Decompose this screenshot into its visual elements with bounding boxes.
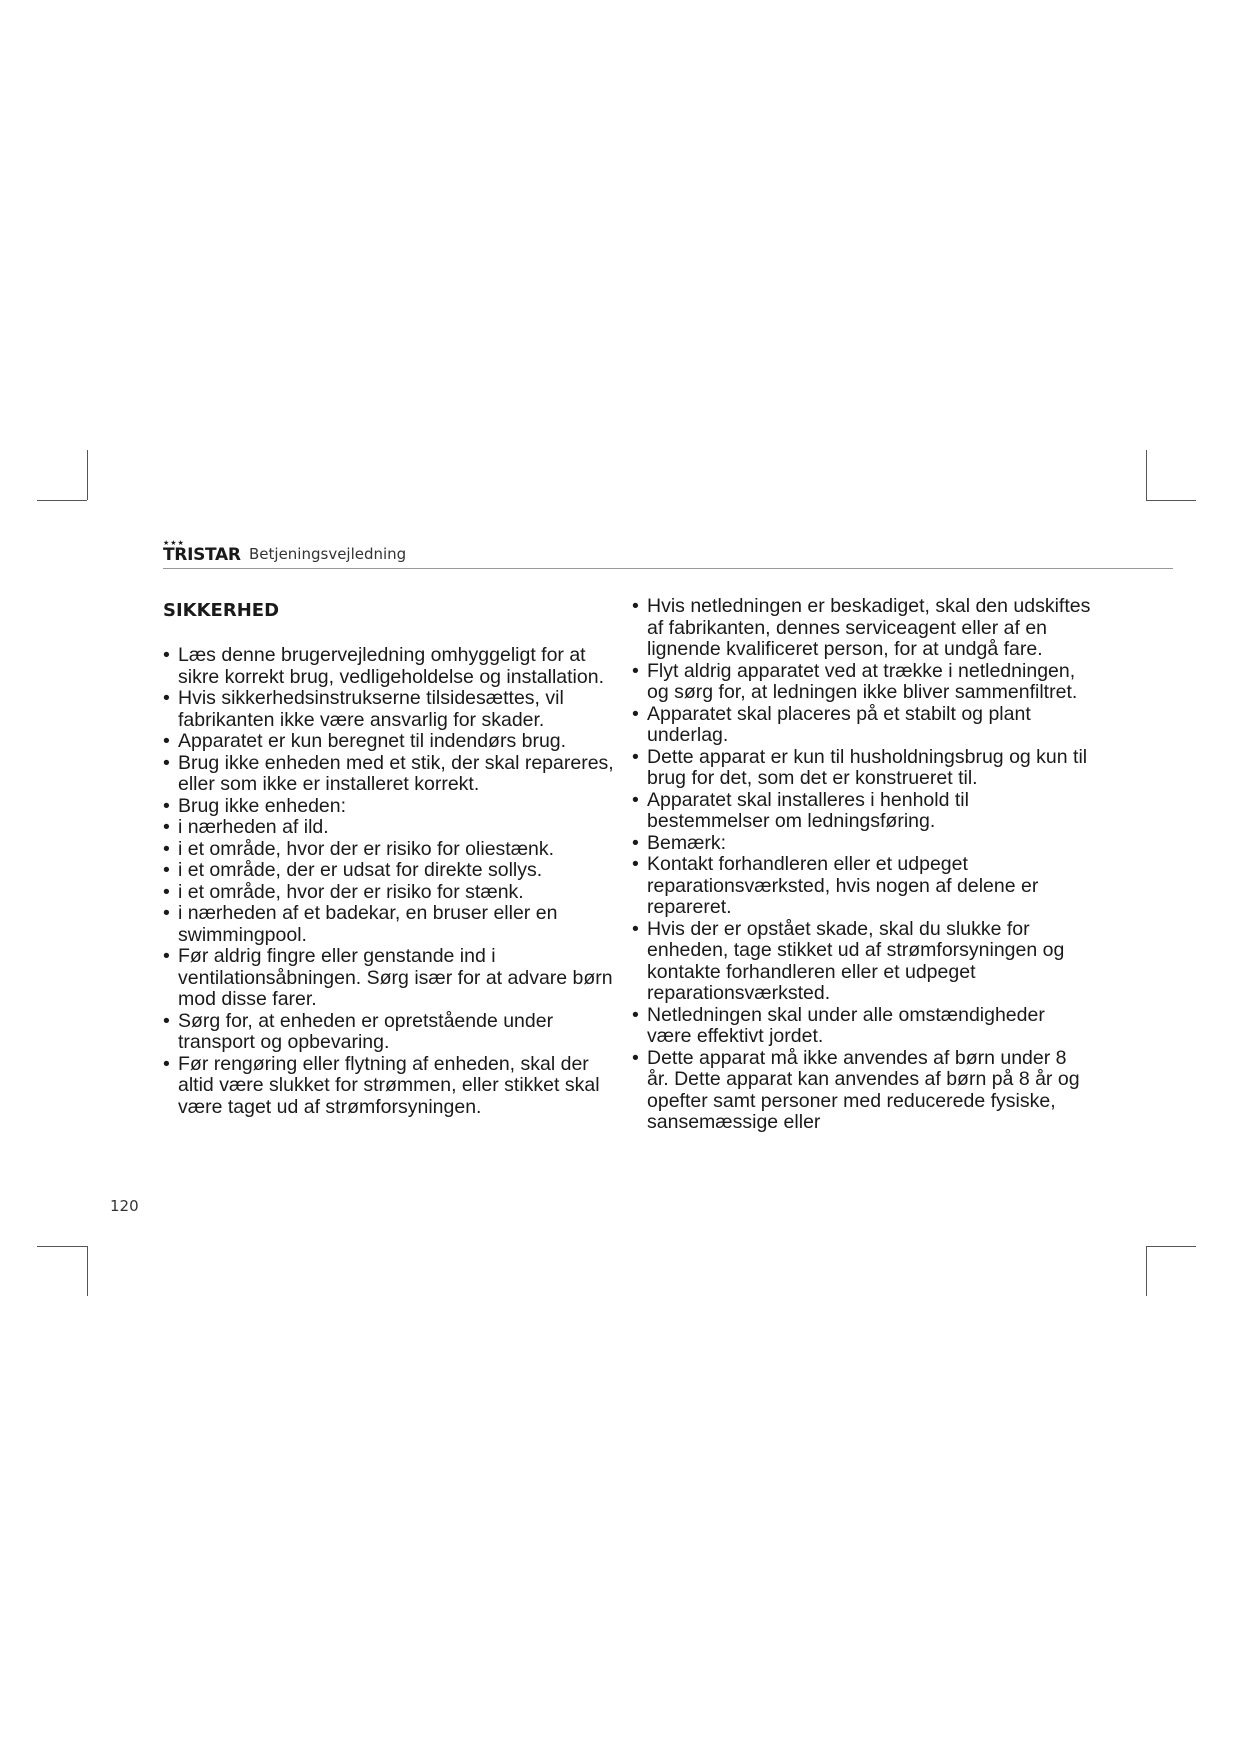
list-item: • Brug ikke enheden: <box>163 796 618 818</box>
list-item: • Brug ikke enheden med et stik, der skal repareres, eller som ikke er installeret korrekt. <box>163 753 618 796</box>
page-header <box>163 540 1173 569</box>
crop-mark <box>37 1246 87 1247</box>
crop-mark <box>87 450 88 500</box>
page-number: 120 <box>110 1197 139 1215</box>
left-column <box>163 596 618 1118</box>
list-item: • Kontakt forhandleren eller et udpeget reparationsværksted, hvis nogen af delene er repareret. <box>632 854 1092 919</box>
right-column <box>632 596 1092 1134</box>
safety-list-left <box>163 645 618 1118</box>
list-item: • Dette apparat må ikke anvendes af børn under 8 år. Dette apparat kan anvendes af børn på 8 år og opefter samt personer med reducerede fysiske, sansemæssige eller <box>632 1048 1092 1134</box>
list-item: • Apparatet skal installeres i henhold til bestemmelser om ledningsføring. <box>632 790 1092 833</box>
logo-text: TRISTAR <box>163 545 241 565</box>
list-item: • Netledningen skal under alle omstændigheder være effektivt jordet. <box>632 1005 1092 1048</box>
list-item: • Før aldrig fingre eller genstande ind i ventilationsåbningen. Sørg især for at advare børn mod disse farer. <box>163 946 618 1011</box>
list-item: • i et område, hvor der er risiko for stænk. <box>163 882 618 904</box>
list-item: • i et område, hvor der er risiko for oliestænk. <box>163 839 618 861</box>
list-item: • Flyt aldrig apparatet ved at trække i netledningen, og sørg for, at ledningen ikke bliver sammenfiltret. <box>632 661 1092 704</box>
crop-mark <box>1146 500 1196 501</box>
list-item: • Hvis netledningen er beskadiget, skal den udskiftes af fabrikanten, dennes serviceagent eller af en lignende kvalificeret person, for at undgå fare. <box>632 596 1092 661</box>
brand-logo <box>163 540 241 564</box>
document-title: Betjeningsvejledning <box>249 545 407 563</box>
list-item: • Før rengøring eller flytning af enheden, skal der altid være slukket for strømmen, eller stikket skal være taget ud af strømforsyningen. <box>163 1054 618 1119</box>
list-item: • Hvis sikkerhedsinstrukserne tilsidesættes, vil fabrikanten ikke være ansvarlig for skader. <box>163 688 618 731</box>
list-item: • i nærheden af ild. <box>163 817 618 839</box>
list-item: • Læs denne brugervejledning omhyggeligt for at sikre korrekt brug, vedligeholdelse og installation. <box>163 645 618 688</box>
list-item: • Apparatet skal placeres på et stabilt og plant underlag. <box>632 704 1092 747</box>
crop-mark <box>1146 1246 1196 1247</box>
list-item: • Sørg for, at enheden er opretstående under transport og opbevaring. <box>163 1011 618 1054</box>
crop-mark <box>1146 1246 1147 1296</box>
list-item: • i et område, der er udsat for direkte sollys. <box>163 860 618 882</box>
list-item: • Dette apparat er kun til husholdningsbrug og kun til brug for det, som det er konstrueret til. <box>632 747 1092 790</box>
list-item: • Apparatet er kun beregnet til indendørs brug. <box>163 731 618 753</box>
list-item: • i nærheden af et badekar, en bruser eller en swimmingpool. <box>163 903 618 946</box>
logo-stars: ★★★ <box>163 540 185 547</box>
safety-list-right <box>632 596 1092 1134</box>
crop-mark <box>1146 450 1147 500</box>
crop-mark <box>37 500 87 501</box>
list-item: • Hvis der er opstået skade, skal du slukke for enheden, tage stikket ud af strømforsyningen og kontakte forhandleren eller et udpeget reparationsværksted. <box>632 919 1092 1005</box>
crop-mark <box>87 1246 88 1296</box>
section-heading: SIKKERHED <box>163 600 280 621</box>
list-item: • Bemærk: <box>632 833 1092 855</box>
